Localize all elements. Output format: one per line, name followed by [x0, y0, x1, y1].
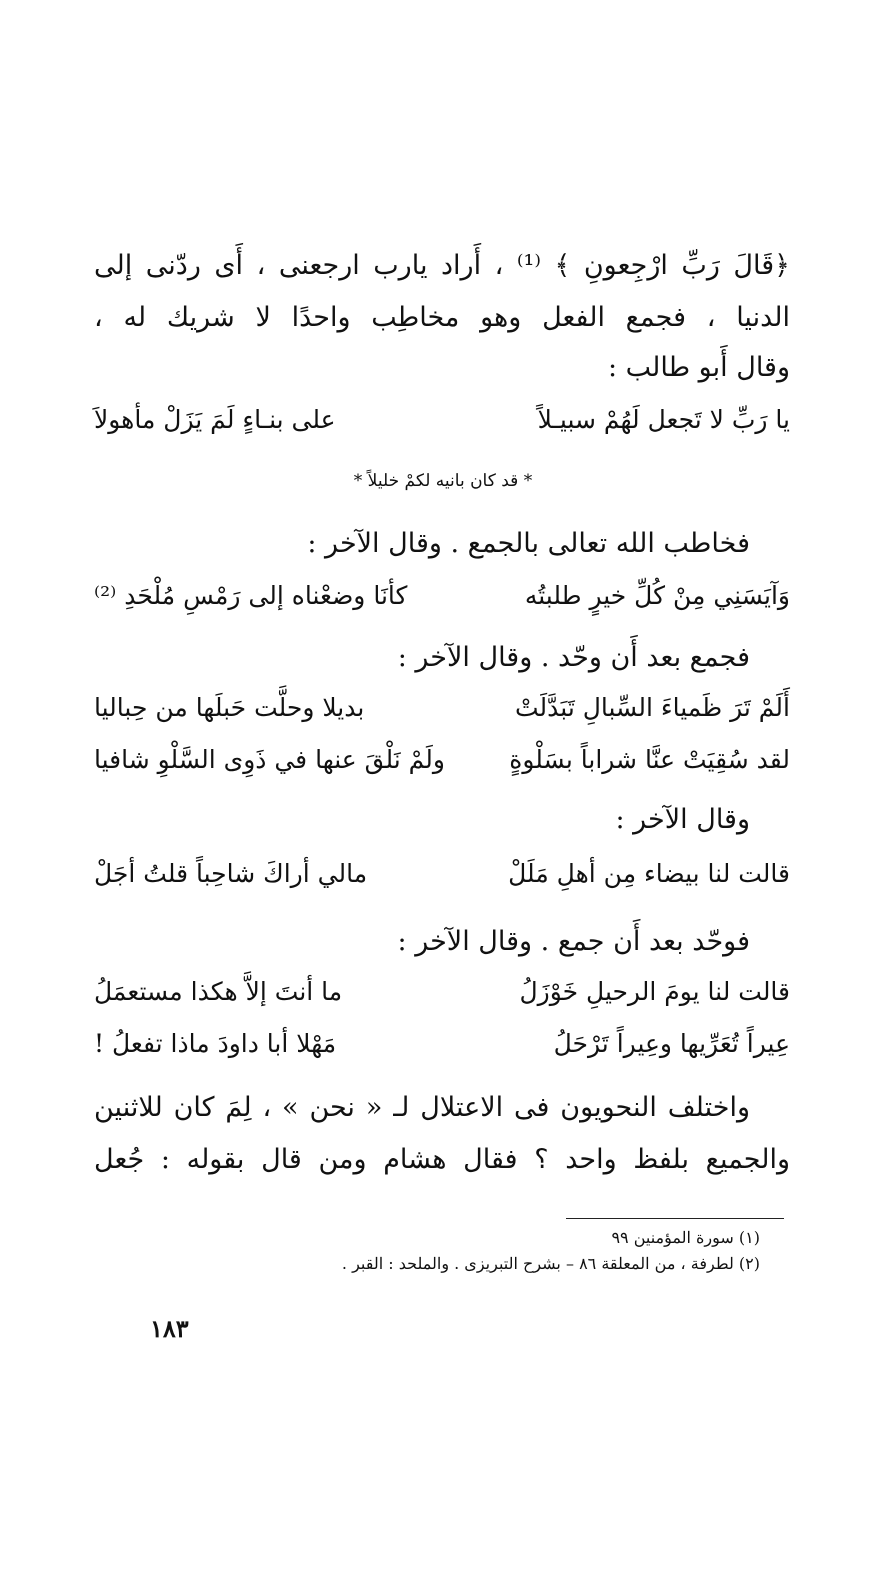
paragraph-line: فجمع بعد أَن وحّد . وقال الآخر : [397, 642, 750, 673]
paragraph-line: الدنيا ، فجمع الفعل وهو مخاطِب واحدًا لا شريك له ، [94, 302, 790, 333]
verse-first-hemistich: لقد سُقِيَتْ عنَّا شراباً بسَلْوةٍ [509, 745, 790, 774]
verse-second-hemistich: ما أنتَ إلاَّ هكذا مستعمَلُ [94, 977, 343, 1006]
paragraph-line: وقال الآخر : [615, 804, 750, 835]
verse-first-hemistich: أَلَمْ تَرَ ظَمياءَ السِّبالِ تَبَدَّلَتْ [515, 693, 790, 722]
footnote: (١) سورة المؤمنين ٩٩ [611, 1228, 760, 1247]
verse-first-hemistich: قالت لنا بيضاء مِن أهلِ مَلَلْ [508, 859, 790, 888]
footnote-divider [566, 1218, 784, 1219]
verse-second-hemistich: مَهْلا أبا داودَ ماذا تفعلُ ! [94, 1029, 337, 1058]
verse-first-hemistich: يا رَبِّ لا تَجعل لَهُمْ سبيـلاً [537, 405, 790, 434]
verse-note: * قد كان بانيه لكمْ خليلاً * [353, 471, 533, 491]
paragraph-line: فوحّد بعد أَن جمع . وقال الآخر : [397, 926, 750, 957]
paragraph-line: ﴿قَالَ رَبِّ ارْجِعونِ ﴾ ⁽¹⁾ ، أَراد يارب ارجعنى ، أَى ردّنى إلى [94, 250, 790, 281]
verse-line [94, 854, 790, 894]
footnote: (٢) لطرفة ، من المعلقة ٨٦ – بشرح التبريزى . والملحد : القبر . [341, 1254, 760, 1273]
verse-second-hemistich: على بنـاءٍ لَمَ يَزَلْ مأهولاَ [94, 405, 336, 434]
verse-second-hemistich: مالي أراكَ شاحِباً قلتُ أجَلْ [94, 859, 368, 888]
verse-second-hemistich: بديلا وحلَّت حَبلَها من حِباليا [94, 693, 365, 722]
page-number: ١٨٣ [150, 1314, 189, 1343]
verse-line [94, 400, 790, 440]
paragraph-line: وقال أَبو طالب : [607, 352, 790, 383]
paragraph-line: واختلف النحويون فى الاعتلال لـ « نحن » ، لِمَ كان للاثنين [94, 1092, 750, 1123]
verse-line [94, 576, 790, 616]
paragraph-line: فخاطب الله تعالى بالجمع . وقال الآخر : [307, 528, 750, 559]
paragraph-line: والجميع بلفظ واحد ؟ فقال هشام ومن قال بقوله : جُعل [94, 1144, 790, 1175]
verse-line [94, 688, 790, 728]
verse-first-hemistich: قالت لنا يومَ الرحيلِ خَوْزَلُ [519, 977, 790, 1006]
verse-line [94, 740, 790, 780]
verse-line [94, 1024, 790, 1064]
verse-second-hemistich: ولَمْ نَلْقَ عنها في ذَوِى السَّلْوِ شافيا [94, 745, 445, 774]
verse-first-hemistich: وَآيَسَنِي مِنْ كُلِّ خيرٍ طلبتُه [524, 581, 790, 610]
verse-first-hemistich: عِيراً تُعَرِّيها وعِيراً تَرْحَلُ [553, 1029, 790, 1058]
verse-second-hemistich: كأنَا وضعْناه إلى رَمْسِ مُلْحَدِ ⁽²⁾ [94, 581, 408, 610]
verse-line [94, 972, 790, 1012]
